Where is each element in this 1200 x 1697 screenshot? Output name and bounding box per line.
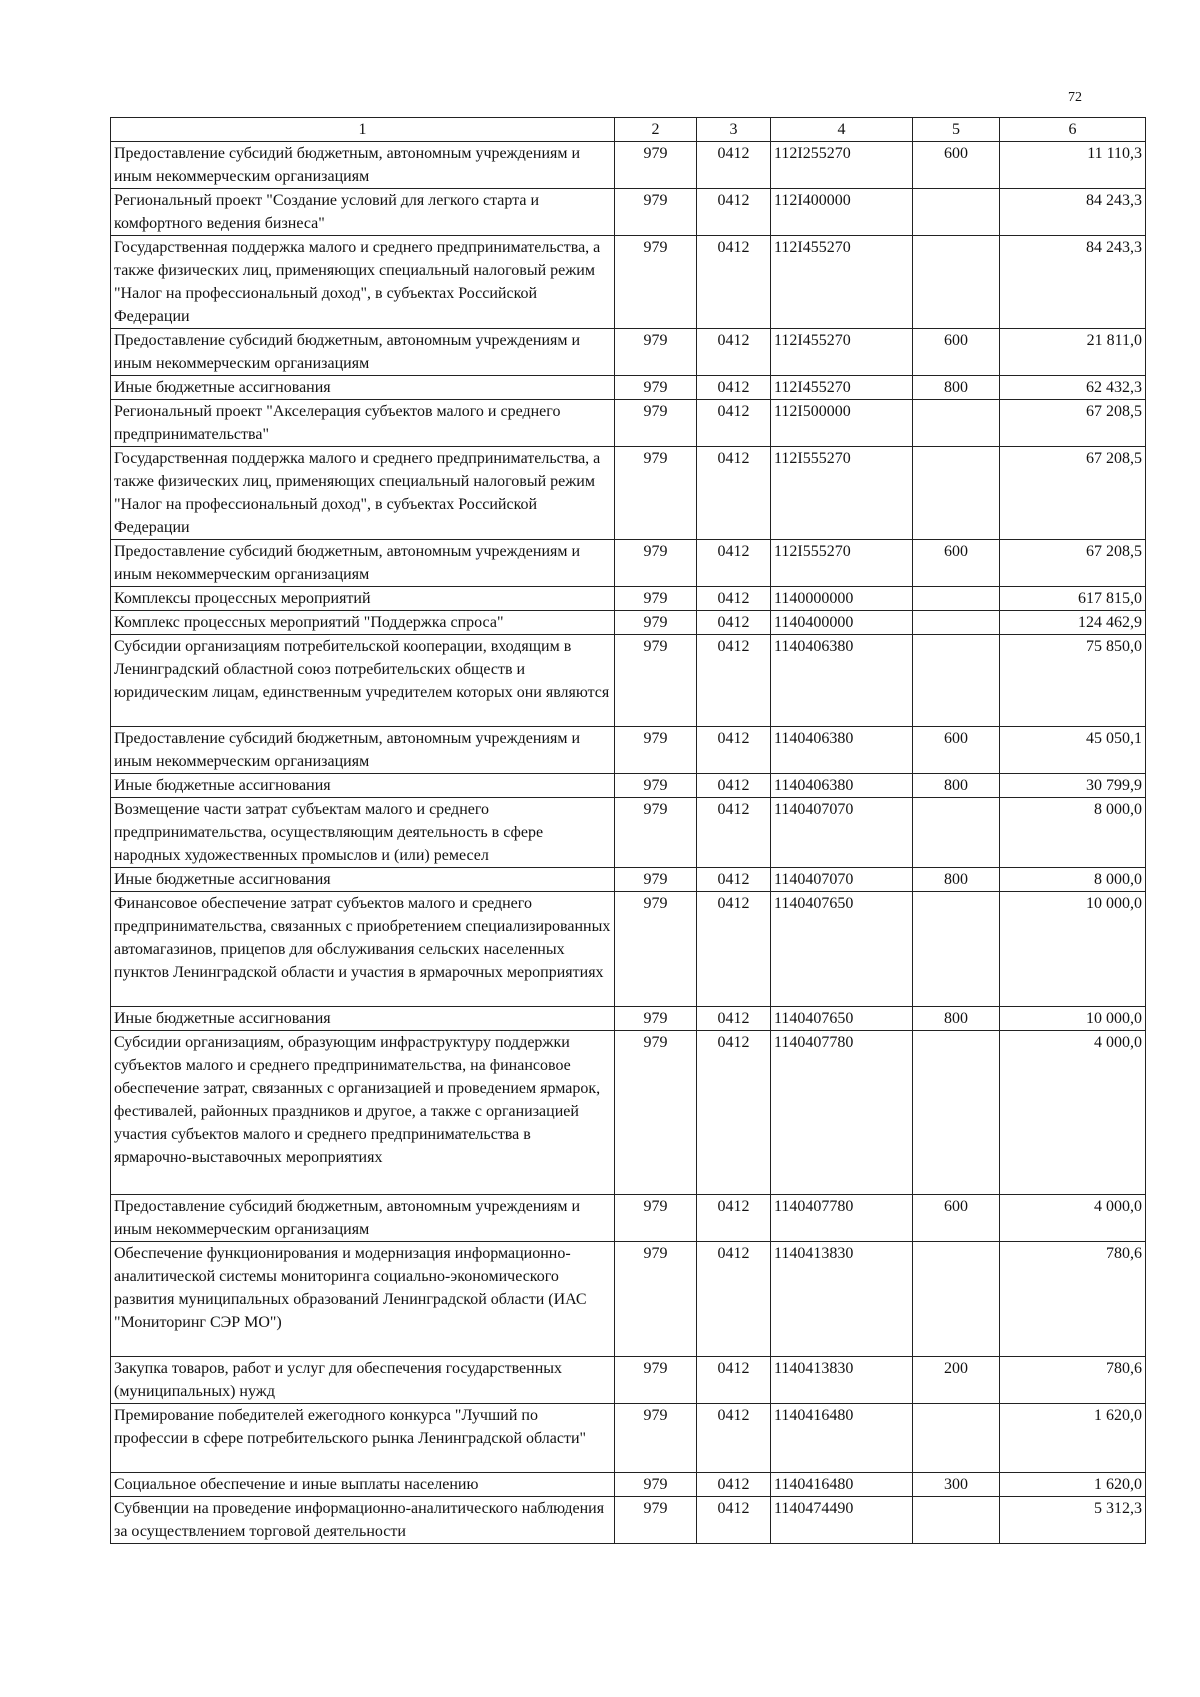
item-name-cell: Предоставление субсидий бюджетным, автономным учреждениям и иным некоммерческим организациям: [111, 727, 615, 774]
table-row: [111, 1404, 1146, 1473]
item-name-cell: Предоставление субсидий бюджетным, автономным учреждениям и иным некоммерческим организациям: [111, 329, 615, 376]
table-row: [111, 611, 1146, 635]
amount-cell: 62 432,3: [1000, 376, 1146, 400]
expense-type-code-cell: 600: [913, 727, 1000, 774]
item-name-cell: Предоставление субсидий бюджетным, автономным учреждениям и иным некоммерческим организациям: [111, 142, 615, 189]
section-code-cell: 0412: [697, 400, 771, 447]
expense-type-code-cell: 600: [913, 540, 1000, 587]
ministry-code-cell: 979: [615, 540, 697, 587]
expense-type-code-cell: 200: [913, 1357, 1000, 1404]
item-name-cell: Региональный проект "Акселерация субъектов малого и среднего предпринимательства": [111, 400, 615, 447]
target-article-code-cell: 1140407070: [771, 868, 913, 892]
expense-type-code-cell: [913, 1242, 1000, 1357]
expense-type-code-cell: [913, 1031, 1000, 1195]
section-code-cell: 0412: [697, 587, 771, 611]
target-article-code-cell: 112I400000: [771, 189, 913, 236]
section-code-cell: 0412: [697, 1195, 771, 1242]
amount-cell: 617 815,0: [1000, 587, 1146, 611]
header-cell: 5: [913, 118, 1000, 142]
amount-cell: 67 208,5: [1000, 447, 1146, 540]
section-code-cell: 0412: [697, 329, 771, 376]
item-name-cell: Комплексы процессных мероприятий: [111, 587, 615, 611]
amount-cell: 780,6: [1000, 1242, 1146, 1357]
expense-type-code-cell: [913, 236, 1000, 329]
ministry-code-cell: 979: [615, 774, 697, 798]
section-code-cell: 0412: [697, 1473, 771, 1497]
target-article-code-cell: 1140474490: [771, 1497, 913, 1544]
target-article-code-cell: 1140407780: [771, 1031, 913, 1195]
ministry-code-cell: 979: [615, 1242, 697, 1357]
target-article-code-cell: 112I455270: [771, 329, 913, 376]
amount-cell: 21 811,0: [1000, 329, 1146, 376]
item-name-cell: Предоставление субсидий бюджетным, автономным учреждениям и иным некоммерческим организациям: [111, 1195, 615, 1242]
target-article-code-cell: 112I500000: [771, 400, 913, 447]
section-code-cell: 0412: [697, 236, 771, 329]
amount-cell: 8 000,0: [1000, 798, 1146, 868]
table-row: [111, 447, 1146, 540]
item-name-cell: Иные бюджетные ассигнования: [111, 376, 615, 400]
target-article-code-cell: 1140400000: [771, 611, 913, 635]
table-row: [111, 142, 1146, 189]
amount-cell: 8 000,0: [1000, 868, 1146, 892]
expense-type-code-cell: 800: [913, 376, 1000, 400]
ministry-code-cell: 979: [615, 611, 697, 635]
section-code-cell: 0412: [697, 189, 771, 236]
target-article-code-cell: 1140407780: [771, 1195, 913, 1242]
ministry-code-cell: 979: [615, 892, 697, 1007]
header-cell: 2: [615, 118, 697, 142]
expense-type-code-cell: [913, 400, 1000, 447]
budget-table: [110, 117, 1146, 1544]
target-article-code-cell: 112I255270: [771, 142, 913, 189]
expense-type-code-cell: [913, 1497, 1000, 1544]
target-article-code-cell: 112I455270: [771, 376, 913, 400]
item-name-cell: Обеспечение функционирования и модернизация информационно-аналитической системы мониторинга социально-экономического развития муниципальных образований Ленинградской области (ИАС "Мониторинг СЭР МО"): [111, 1242, 615, 1357]
table-row: [111, 1473, 1146, 1497]
expense-type-code-cell: 600: [913, 142, 1000, 189]
amount-cell: 45 050,1: [1000, 727, 1146, 774]
table-row: [111, 1195, 1146, 1242]
amount-cell: 10 000,0: [1000, 892, 1146, 1007]
amount-cell: 11 110,3: [1000, 142, 1146, 189]
ministry-code-cell: 979: [615, 587, 697, 611]
expense-type-code-cell: [913, 587, 1000, 611]
item-name-cell: Закупка товаров, работ и услуг для обеспечения государственных (муниципальных) нужд: [111, 1357, 615, 1404]
section-code-cell: 0412: [697, 774, 771, 798]
ministry-code-cell: 979: [615, 1497, 697, 1544]
target-article-code-cell: 1140000000: [771, 587, 913, 611]
amount-cell: 75 850,0: [1000, 635, 1146, 727]
table-row: [111, 1357, 1146, 1404]
ministry-code-cell: 979: [615, 1031, 697, 1195]
expense-type-code-cell: [913, 892, 1000, 1007]
expense-type-code-cell: 800: [913, 774, 1000, 798]
amount-cell: 67 208,5: [1000, 540, 1146, 587]
expense-type-code-cell: [913, 798, 1000, 868]
item-name-cell: Региональный проект "Создание условий для легкого старта и комфортного ведения бизнеса": [111, 189, 615, 236]
section-code-cell: 0412: [697, 376, 771, 400]
ministry-code-cell: 979: [615, 236, 697, 329]
table-row: [111, 376, 1146, 400]
target-article-code-cell: 1140407650: [771, 1007, 913, 1031]
amount-cell: 30 799,9: [1000, 774, 1146, 798]
item-name-cell: Государственная поддержка малого и среднего предпринимательства, а также физических лиц, применяющих специальный налоговый режим "Налог на профессиональный доход", в субъектах Российской Федерации: [111, 236, 615, 329]
table-row: [111, 540, 1146, 587]
ministry-code-cell: 979: [615, 798, 697, 868]
table-row: [111, 329, 1146, 376]
section-code-cell: 0412: [697, 142, 771, 189]
ministry-code-cell: 979: [615, 635, 697, 727]
item-name-cell: Социальное обеспечение и иные выплаты населению: [111, 1473, 615, 1497]
ministry-code-cell: 979: [615, 1007, 697, 1031]
target-article-code-cell: 1140413830: [771, 1242, 913, 1357]
ministry-code-cell: 979: [615, 1357, 697, 1404]
item-name-cell: Финансовое обеспечение затрат субъектов малого и среднего предпринимательства, связанных с приобретением специализированных автомагазинов, прицепов для обслуживания сельских населенных пунктов Ленинградской области и участия в ярмарочных мероприятиях: [111, 892, 615, 1007]
amount-cell: 84 243,3: [1000, 189, 1146, 236]
ministry-code-cell: 979: [615, 142, 697, 189]
expense-type-code-cell: [913, 189, 1000, 236]
page-number: 72: [1068, 90, 1082, 105]
target-article-code-cell: 1140416480: [771, 1473, 913, 1497]
item-name-cell: Предоставление субсидий бюджетным, автономным учреждениям и иным некоммерческим организациям: [111, 540, 615, 587]
section-code-cell: 0412: [697, 447, 771, 540]
ministry-code-cell: 979: [615, 400, 697, 447]
item-name-cell: Возмещение части затрат субъектам малого и среднего предпринимательства, осуществляющим деятельность в сфере народных художественных промыслов и (или) ремесел: [111, 798, 615, 868]
table-row: [111, 1497, 1146, 1544]
amount-cell: 84 243,3: [1000, 236, 1146, 329]
ministry-code-cell: 979: [615, 447, 697, 540]
section-code-cell: 0412: [697, 892, 771, 1007]
amount-cell: 1 620,0: [1000, 1473, 1146, 1497]
table-row: [111, 868, 1146, 892]
amount-cell: 67 208,5: [1000, 400, 1146, 447]
ministry-code-cell: 979: [615, 1404, 697, 1473]
header-cell: 1: [111, 118, 615, 142]
ministry-code-cell: 979: [615, 868, 697, 892]
ministry-code-cell: 979: [615, 376, 697, 400]
item-name-cell: Субвенции на проведение информационно-аналитического наблюдения за осуществлением торговой деятельности: [111, 1497, 615, 1544]
section-code-cell: 0412: [697, 798, 771, 868]
item-name-cell: Премирование победителей ежегодного конкурса "Лучший по профессии в сфере потребительского рынка Ленинградской области": [111, 1404, 615, 1473]
item-name-cell: Субсидии организациям, образующим инфраструктуру поддержки субъектов малого и среднего предпринимательства, на финансовое обеспечение затрат, связанных с организацией и проведением ярмарок, фестивалей, районных праздников и другое, а также с организацией участия субъектов малого и среднего предпринимательства в ярмарочно-выставочных мероприятиях: [111, 1031, 615, 1195]
ministry-code-cell: 979: [615, 1195, 697, 1242]
target-article-code-cell: 1140406380: [771, 727, 913, 774]
expense-type-code-cell: 600: [913, 1195, 1000, 1242]
table-row: [111, 1242, 1146, 1357]
table-row: [111, 798, 1146, 868]
table-row: [111, 892, 1146, 1007]
section-code-cell: 0412: [697, 1357, 771, 1404]
amount-cell: 4 000,0: [1000, 1195, 1146, 1242]
target-article-code-cell: 112I555270: [771, 540, 913, 587]
section-code-cell: 0412: [697, 868, 771, 892]
table-row: [111, 635, 1146, 727]
section-code-cell: 0412: [697, 1031, 771, 1195]
target-article-code-cell: 1140406380: [771, 635, 913, 727]
section-code-cell: 0412: [697, 635, 771, 727]
header-cell: 6: [1000, 118, 1146, 142]
amount-cell: 4 000,0: [1000, 1031, 1146, 1195]
header-cell: 4: [771, 118, 913, 142]
amount-cell: 780,6: [1000, 1357, 1146, 1404]
amount-cell: 5 312,3: [1000, 1497, 1146, 1544]
table-row: [111, 1031, 1146, 1195]
target-article-code-cell: 1140416480: [771, 1404, 913, 1473]
expense-type-code-cell: 800: [913, 1007, 1000, 1031]
expense-type-code-cell: [913, 1404, 1000, 1473]
ministry-code-cell: 979: [615, 1473, 697, 1497]
expense-type-code-cell: [913, 447, 1000, 540]
section-code-cell: 0412: [697, 1497, 771, 1544]
expense-type-code-cell: 600: [913, 329, 1000, 376]
item-name-cell: Комплекс процессных мероприятий "Поддержка спроса": [111, 611, 615, 635]
table-row: [111, 400, 1146, 447]
section-code-cell: 0412: [697, 1007, 771, 1031]
target-article-code-cell: 112I455270: [771, 236, 913, 329]
section-code-cell: 0412: [697, 1242, 771, 1357]
amount-cell: 1 620,0: [1000, 1404, 1146, 1473]
target-article-code-cell: 1140407070: [771, 798, 913, 868]
target-article-code-cell: 1140407650: [771, 892, 913, 1007]
header-row: [111, 118, 1146, 142]
target-article-code-cell: 112I555270: [771, 447, 913, 540]
section-code-cell: 0412: [697, 1404, 771, 1473]
section-code-cell: 0412: [697, 611, 771, 635]
table-row: [111, 774, 1146, 798]
section-code-cell: 0412: [697, 540, 771, 587]
expense-type-code-cell: [913, 635, 1000, 727]
item-name-cell: Иные бюджетные ассигнования: [111, 774, 615, 798]
item-name-cell: Иные бюджетные ассигнования: [111, 868, 615, 892]
header-cell: 3: [697, 118, 771, 142]
table-row: [111, 587, 1146, 611]
ministry-code-cell: 979: [615, 189, 697, 236]
expense-type-code-cell: [913, 611, 1000, 635]
table-row: [111, 727, 1146, 774]
ministry-code-cell: 979: [615, 727, 697, 774]
ministry-code-cell: 979: [615, 329, 697, 376]
table-row: [111, 1007, 1146, 1031]
amount-cell: 124 462,9: [1000, 611, 1146, 635]
item-name-cell: Иные бюджетные ассигнования: [111, 1007, 615, 1031]
section-code-cell: 0412: [697, 727, 771, 774]
target-article-code-cell: 1140406380: [771, 774, 913, 798]
target-article-code-cell: 1140413830: [771, 1357, 913, 1404]
expense-type-code-cell: 800: [913, 868, 1000, 892]
amount-cell: 10 000,0: [1000, 1007, 1146, 1031]
table-row: [111, 236, 1146, 329]
table-row: [111, 189, 1146, 236]
item-name-cell: Государственная поддержка малого и среднего предпринимательства, а также физических лиц, применяющих специальный налоговый режим "Налог на профессиональный доход", в субъектах Российской Федерации: [111, 447, 615, 540]
item-name-cell: Субсидии организациям потребительской кооперации, входящим в Ленинградский областной союз потребительских обществ и юридическим лицам, единственным учредителем которых они являются: [111, 635, 615, 727]
expense-type-code-cell: 300: [913, 1473, 1000, 1497]
